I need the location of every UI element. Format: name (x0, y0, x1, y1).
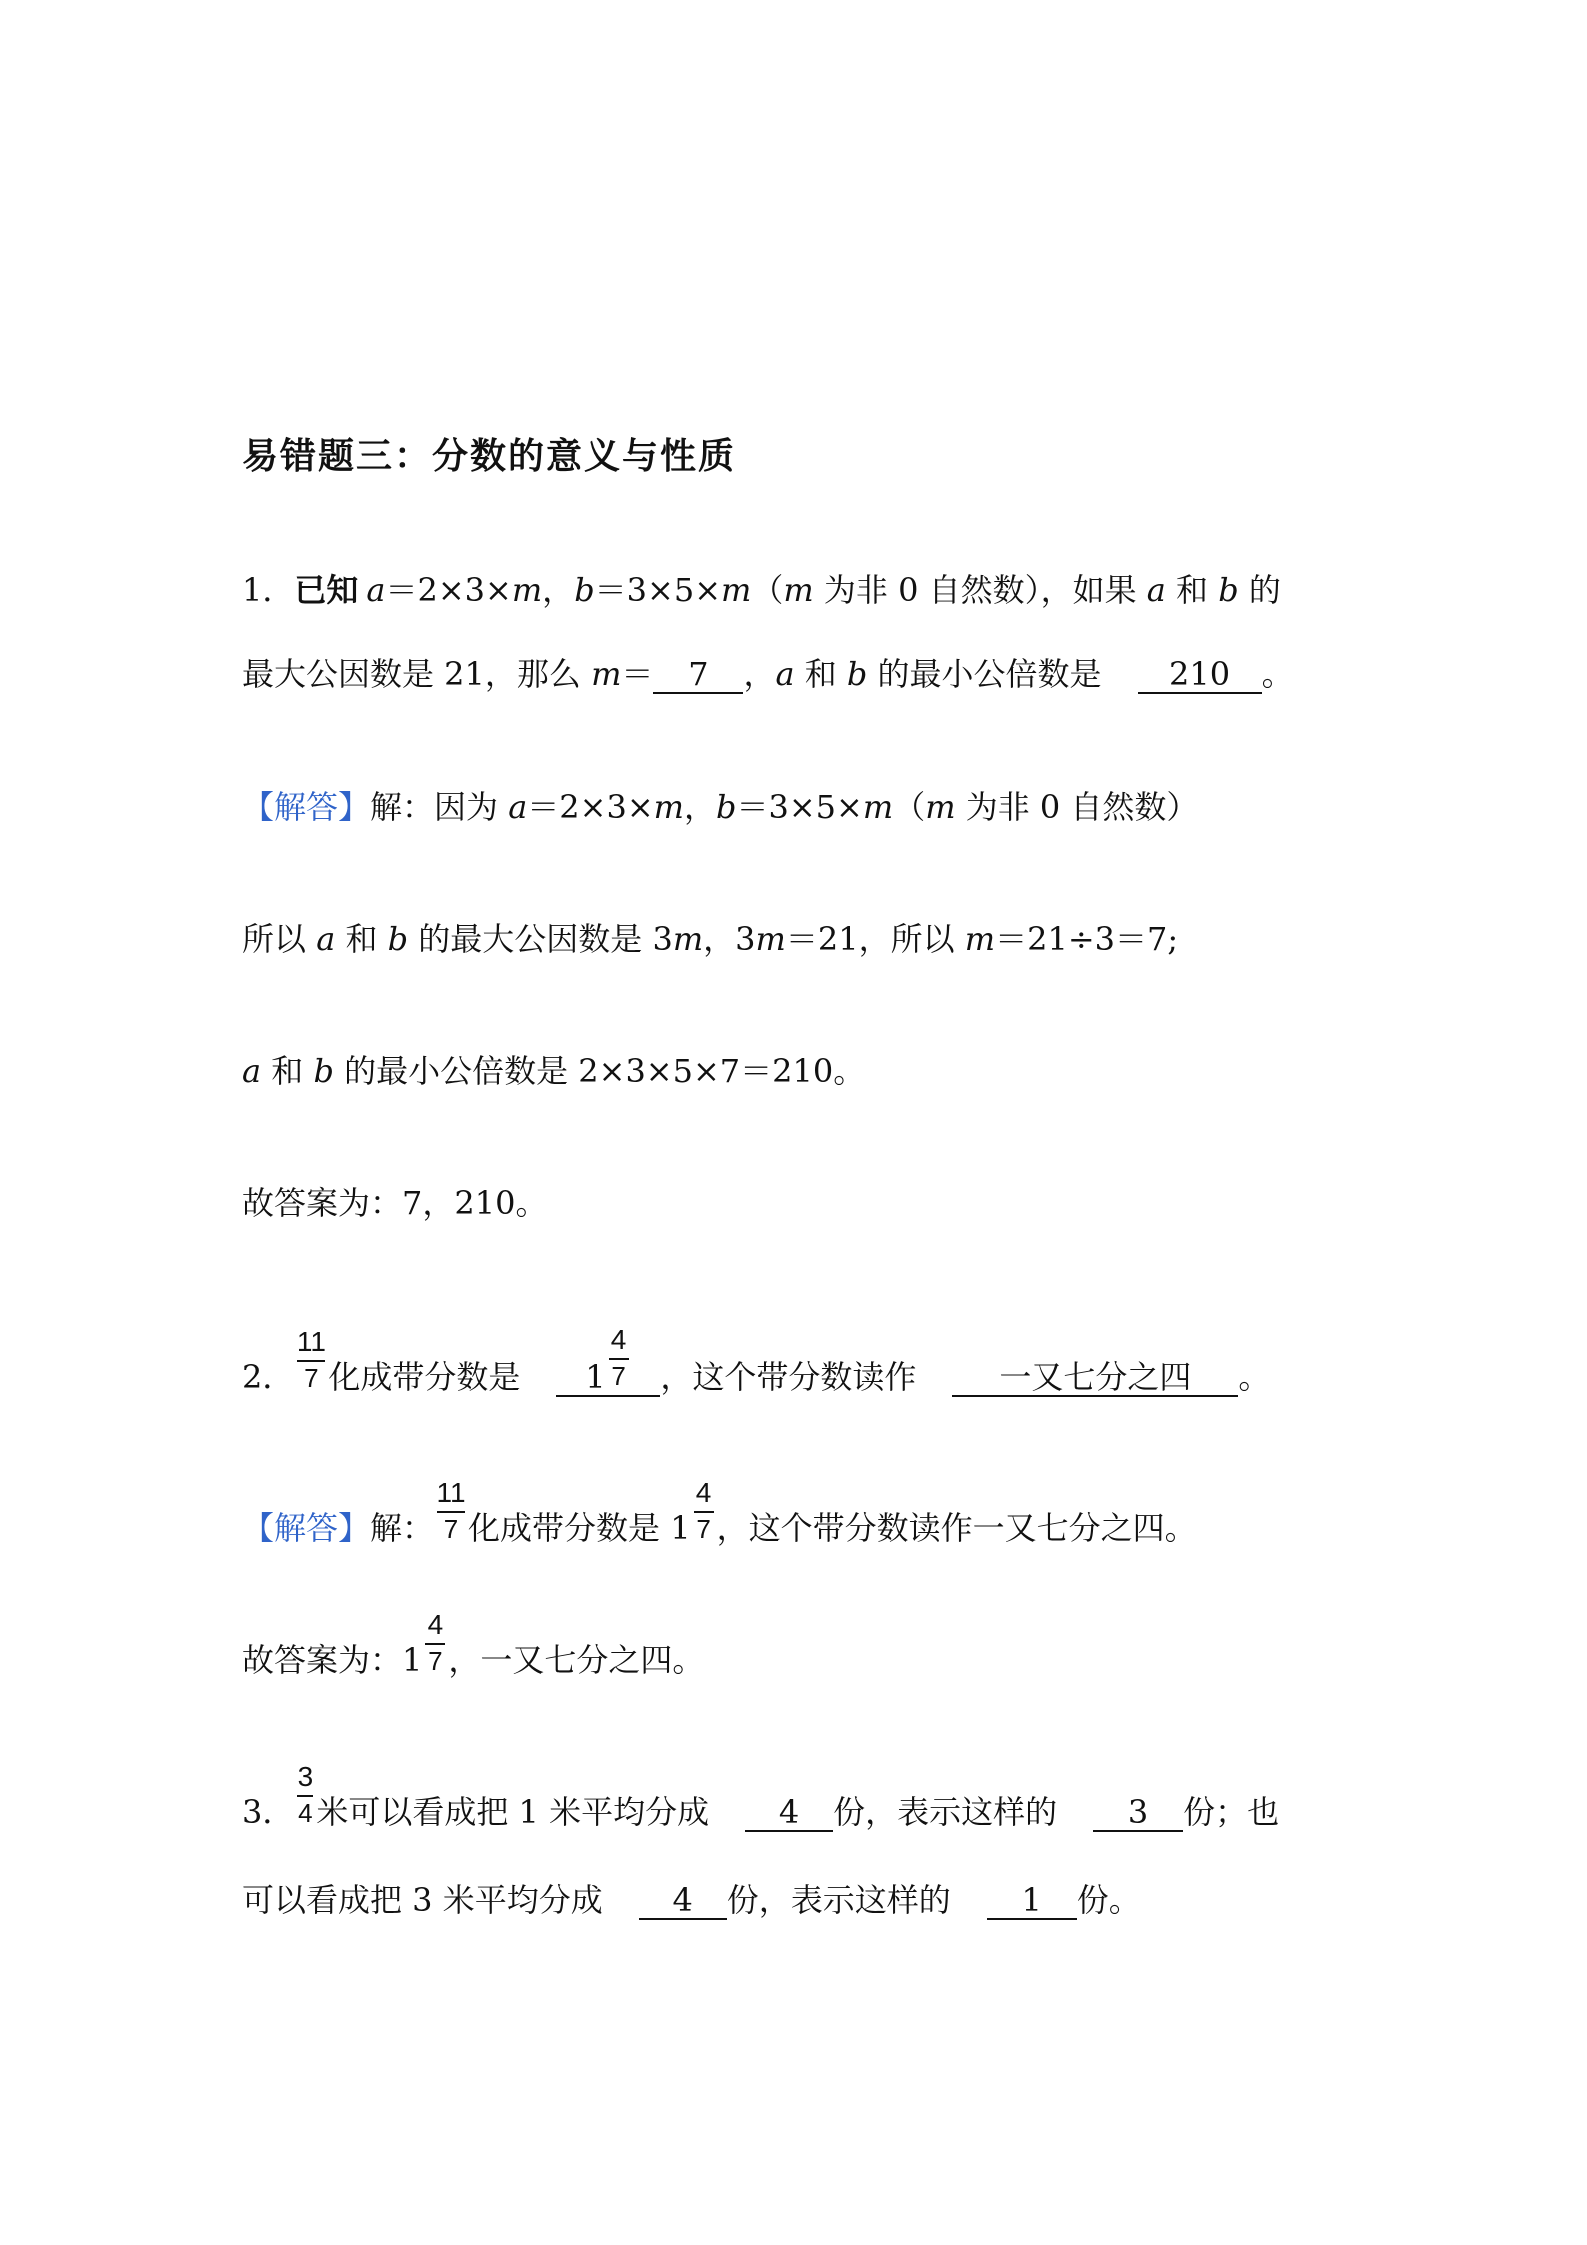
q3-line-2 (242, 1880, 1141, 1920)
q2-answer-line (242, 1477, 1197, 1548)
answer-tag: 【解答】 (242, 788, 371, 826)
var-a: a (366, 571, 386, 609)
fraction-bar (425, 1643, 445, 1645)
answer-blank: 1 (987, 1882, 1077, 1920)
var-b: b (387, 920, 409, 958)
var-a: a (316, 920, 336, 958)
answer-text: 解： (370, 1509, 435, 1547)
fraction-denominator: 7 (428, 1646, 443, 1676)
punct: ， (743, 655, 776, 693)
fraction-bar (609, 1358, 629, 1360)
question-text: 可以看成把 3 米平均分成 (242, 1881, 603, 1919)
fraction-bar (694, 1511, 714, 1513)
mixed-whole: 1 (585, 1358, 606, 1396)
fraction-denominator: 7 (611, 1361, 626, 1391)
answer-text: ＝21，所以 (785, 920, 965, 958)
fraction-denominator: 7 (696, 1514, 711, 1544)
question-text: ，这个带分数读作 (660, 1358, 917, 1396)
fraction (294, 1761, 316, 1832)
punct: （ (893, 788, 926, 826)
q3-number: 3． (242, 1793, 295, 1831)
question-text: 份，表示这样的 (833, 1793, 1058, 1831)
fraction-bar (297, 1795, 313, 1797)
var-m: m (862, 788, 894, 826)
answer-text: 故答案为：1 (242, 1641, 423, 1679)
answer-text: 解：因为 (370, 788, 509, 826)
var-b: b (846, 655, 868, 693)
question-text: 为非 0 自然数），如果 (813, 571, 1147, 609)
var-m: m (672, 920, 704, 958)
var-m: m (964, 920, 996, 958)
fraction-denominator: 4 (298, 1798, 313, 1828)
expr-text: ＝2×3× (385, 571, 512, 609)
answer-text: 的最小公倍数是 2×3×5×7＝210。 (333, 1052, 866, 1090)
answer-text: 所以 (242, 920, 317, 958)
fraction-numerator: 4 (695, 1477, 712, 1508)
fraction-numerator: 11 (436, 1477, 466, 1508)
fraction-denominator: 7 (304, 1363, 319, 1393)
section-title: 易错题三：分数的意义与性质 (242, 436, 737, 477)
question-text: 份。 (1076, 1881, 1141, 1919)
question-text: 化成带分数是 (328, 1358, 521, 1396)
var-a: a (1146, 571, 1166, 609)
var-m: m (721, 571, 752, 609)
fraction-denominator: 7 (443, 1514, 459, 1544)
expr-text: ＝ (621, 655, 654, 693)
q1-number: 1． (242, 571, 295, 609)
fraction (606, 1324, 632, 1395)
fraction-numerator: 11 (296, 1326, 326, 1357)
q2-final-answer (242, 1609, 705, 1680)
punct: 。 (1238, 1358, 1271, 1396)
question-text: 的最小公倍数是 (867, 655, 1102, 693)
answer-tag: 【解答】 (242, 1509, 371, 1547)
answer-text: ＝21÷3＝7; (995, 920, 1179, 958)
answer-text: ，这个带分数读作一又七分之四。 (716, 1509, 1197, 1547)
fraction (422, 1609, 448, 1680)
q1-known-label: 已知 (294, 571, 359, 609)
question-text: 份，表示这样的 (726, 1881, 951, 1919)
question-text: 和 (1165, 571, 1219, 609)
var-m: m (591, 655, 622, 693)
expr-text: ＝3×5× (736, 788, 863, 826)
question-text: 最大公因数是 21，那么 (242, 655, 592, 693)
fraction-bar (297, 1360, 325, 1362)
answer-text: 化成带分数是 1 (468, 1509, 691, 1547)
answer-text: 和 (335, 920, 388, 958)
fraction-bar (437, 1511, 465, 1513)
var-b: b (716, 788, 737, 826)
expr-text: ＝2×3× (527, 788, 654, 826)
punct: 。 (1261, 655, 1294, 693)
answer-text: 为非 0 自然数） (955, 788, 1199, 826)
answer-blank: 7 (653, 656, 743, 694)
answer-blank: 210 (1138, 656, 1262, 694)
var-a: a (242, 1052, 262, 1090)
answer-text: 的最大公因数是 3 (408, 920, 673, 958)
punct: ， (683, 788, 716, 826)
q1-answer-line-3 (242, 1051, 865, 1091)
fraction-numerator: 3 (297, 1761, 314, 1792)
var-b: b (1218, 571, 1239, 609)
q2-line (242, 1324, 1271, 1397)
question-text: 米可以看成把 1 米平均分成 (316, 1793, 710, 1831)
q1-final-answer: 故答案为：7，210。 (242, 1184, 548, 1222)
var-b: b (313, 1052, 334, 1090)
var-a: a (508, 788, 528, 826)
expr-text: ＝3×5× (594, 571, 722, 609)
var-m: m (783, 571, 814, 609)
fraction (294, 1326, 328, 1397)
var-m: m (755, 920, 786, 958)
fraction (434, 1477, 468, 1548)
answer-blank: 一又七分之四 (952, 1359, 1238, 1397)
q1-answer-line-1 (242, 787, 1198, 827)
question-text: 的 (1238, 571, 1281, 609)
punct: （ (751, 571, 784, 609)
answer-blank: 4 (639, 1882, 727, 1920)
fraction (691, 1477, 717, 1548)
answer-text: ，3 (703, 920, 756, 958)
answer-blank: 4 (745, 1794, 833, 1832)
var-a: a (775, 655, 795, 693)
var-m: m (925, 788, 956, 826)
answer-text: ，一又七分之四。 (448, 1641, 705, 1679)
q1-line-2 (242, 654, 1294, 694)
q1-line-1 (242, 570, 1281, 610)
var-m: m (653, 788, 684, 826)
fraction-numerator: 4 (427, 1609, 444, 1640)
var-b: b (574, 571, 595, 609)
var-m: m (511, 571, 543, 609)
question-text: 份；也 (1183, 1793, 1280, 1831)
answer-text: 和 (261, 1052, 314, 1090)
punct: ， (542, 571, 575, 609)
fraction-numerator: 4 (610, 1324, 627, 1355)
q1-answer-line-2 (242, 919, 1178, 959)
question-text: 和 (794, 655, 847, 693)
answer-blank (556, 1324, 660, 1397)
answer-blank: 3 (1093, 1794, 1183, 1832)
q2-number: 2． (242, 1358, 295, 1396)
q3-line-1 (242, 1761, 1280, 1832)
